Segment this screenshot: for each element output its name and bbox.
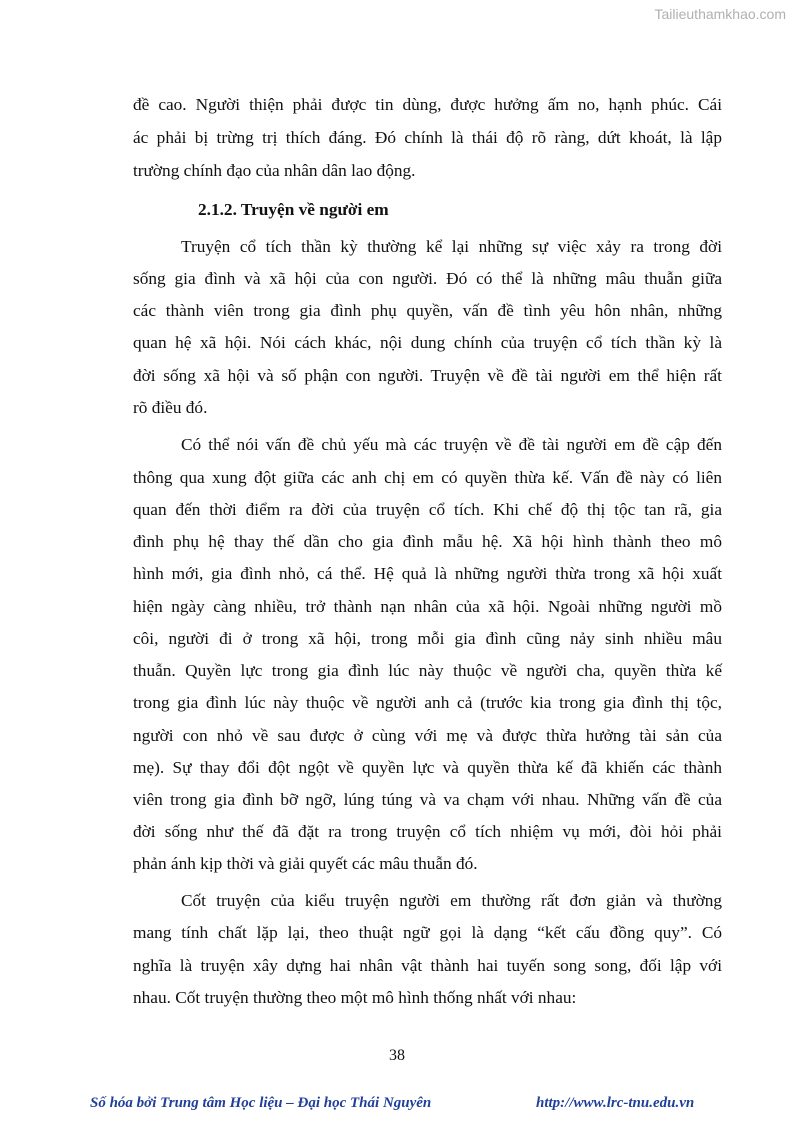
text-line: đời sống như thế đã đặt ra trong truyện cổ tích nhiệm vụ mới, đòi hỏi phải bbox=[133, 822, 722, 841]
text-line: đề cao. Người thiện phải được tin dùng, được hưởng ấm no, hạnh phúc. Cái bbox=[133, 95, 722, 114]
text-line: đời sống xã hội và số phận con người. Truyện về đề tài người em thể hiện rất bbox=[133, 366, 722, 385]
text-line: thông qua xung đột giữa các anh chị em có quyền thừa kế. Vấn đề này có liên bbox=[133, 468, 722, 487]
text-line: sống gia đình và xã hội của con người. Đó có thể là những mâu thuẫn giữa bbox=[133, 269, 722, 288]
section-heading: 2.1.2. Truyện về người em bbox=[198, 200, 389, 219]
page-number: 38 bbox=[389, 1047, 405, 1064]
text-line: Truyện cổ tích thần kỳ thường kể lại những sự việc xảy ra trong đời bbox=[181, 237, 722, 256]
text-line: đình phụ hệ thay thế dần cho gia đình mẫu hệ. Xã hội hình thành theo mô bbox=[133, 532, 722, 551]
text-line: viên trong gia đình bỡ ngỡ, lúng túng và va chạm với nhau. Những vấn đề của bbox=[133, 790, 722, 809]
text-line: các thành viên trong gia đình phụ quyền, vấn đề tình yêu hôn nhân, những bbox=[133, 301, 722, 320]
text-line: trong gia đình lúc này thuộc về người anh cả (trước kia trong gia đình thị tộc, bbox=[133, 693, 722, 712]
text-line: nhau. Cốt truyện thường theo một mô hình thống nhất với nhau: bbox=[133, 988, 577, 1007]
text-line: mẹ). Sự thay đổi đột ngột về quyền lực và quyền thừa kế đã khiến các thành bbox=[133, 758, 722, 777]
text-line: người con nhỏ về sau được ở cùng với mẹ và được thừa hưởng tài sản của bbox=[133, 726, 722, 745]
watermark: Tailieuthamkhao.com bbox=[654, 6, 786, 22]
text-line: rõ điều đó. bbox=[133, 398, 208, 417]
text-line: côi, người đi ở trong xã hội, trong mỗi gia đình cũng nảy sinh nhiều mâu bbox=[133, 629, 722, 648]
text-line: Có thể nói vấn đề chủ yếu mà các truyện về đề tài người em đề cập đến bbox=[181, 435, 722, 454]
text-line: mang tính chất lặp lại, theo thuật ngữ gọi là dạng “kết cấu đồng quy”. Có bbox=[133, 923, 722, 942]
text-line: thuẫn. Quyền lực trong gia đình lúc này thuộc về người cha, quyền thừa kế bbox=[133, 661, 722, 680]
text-line: nghĩa là truyện xây dựng hai nhân vật thành hai tuyến song song, đối lập với bbox=[133, 956, 722, 975]
text-line: hiện ngày càng nhiều, trở thành nạn nhân của xã hội. Ngoài những người mồ bbox=[133, 597, 722, 616]
text-line: phản ánh kịp thời và giải quyết các mâu thuẫn đó. bbox=[133, 854, 478, 873]
text-line: ác phải bị trừng trị thích đáng. Đó chính là thái độ rõ ràng, dứt khoát, là lập bbox=[133, 128, 722, 147]
text-line: trường chính đạo của nhân dân lao động. bbox=[133, 161, 416, 180]
footer-link[interactable]: http://www.lrc-tnu.edu.vn bbox=[536, 1095, 695, 1111]
text-line: quan đến thời điểm ra đời của truyện cổ tích. Khi chế độ thị tộc tan rã, gia bbox=[133, 500, 722, 519]
footer-credit: Số hóa bởi Trung tâm Học liệu – Đại học Thái Nguyên bbox=[90, 1095, 432, 1111]
text-line: quan hệ xã hội. Nói cách khác, nội dung chính của truyện cổ tích thần kỳ là bbox=[133, 333, 722, 352]
text-line: hình mới, gia đình nhỏ, cá thể. Hệ quả là những người thừa trong xã hội xuất bbox=[133, 564, 722, 583]
text-line: Cốt truyện của kiểu truyện người em thường rất đơn giản và thường bbox=[181, 891, 722, 910]
